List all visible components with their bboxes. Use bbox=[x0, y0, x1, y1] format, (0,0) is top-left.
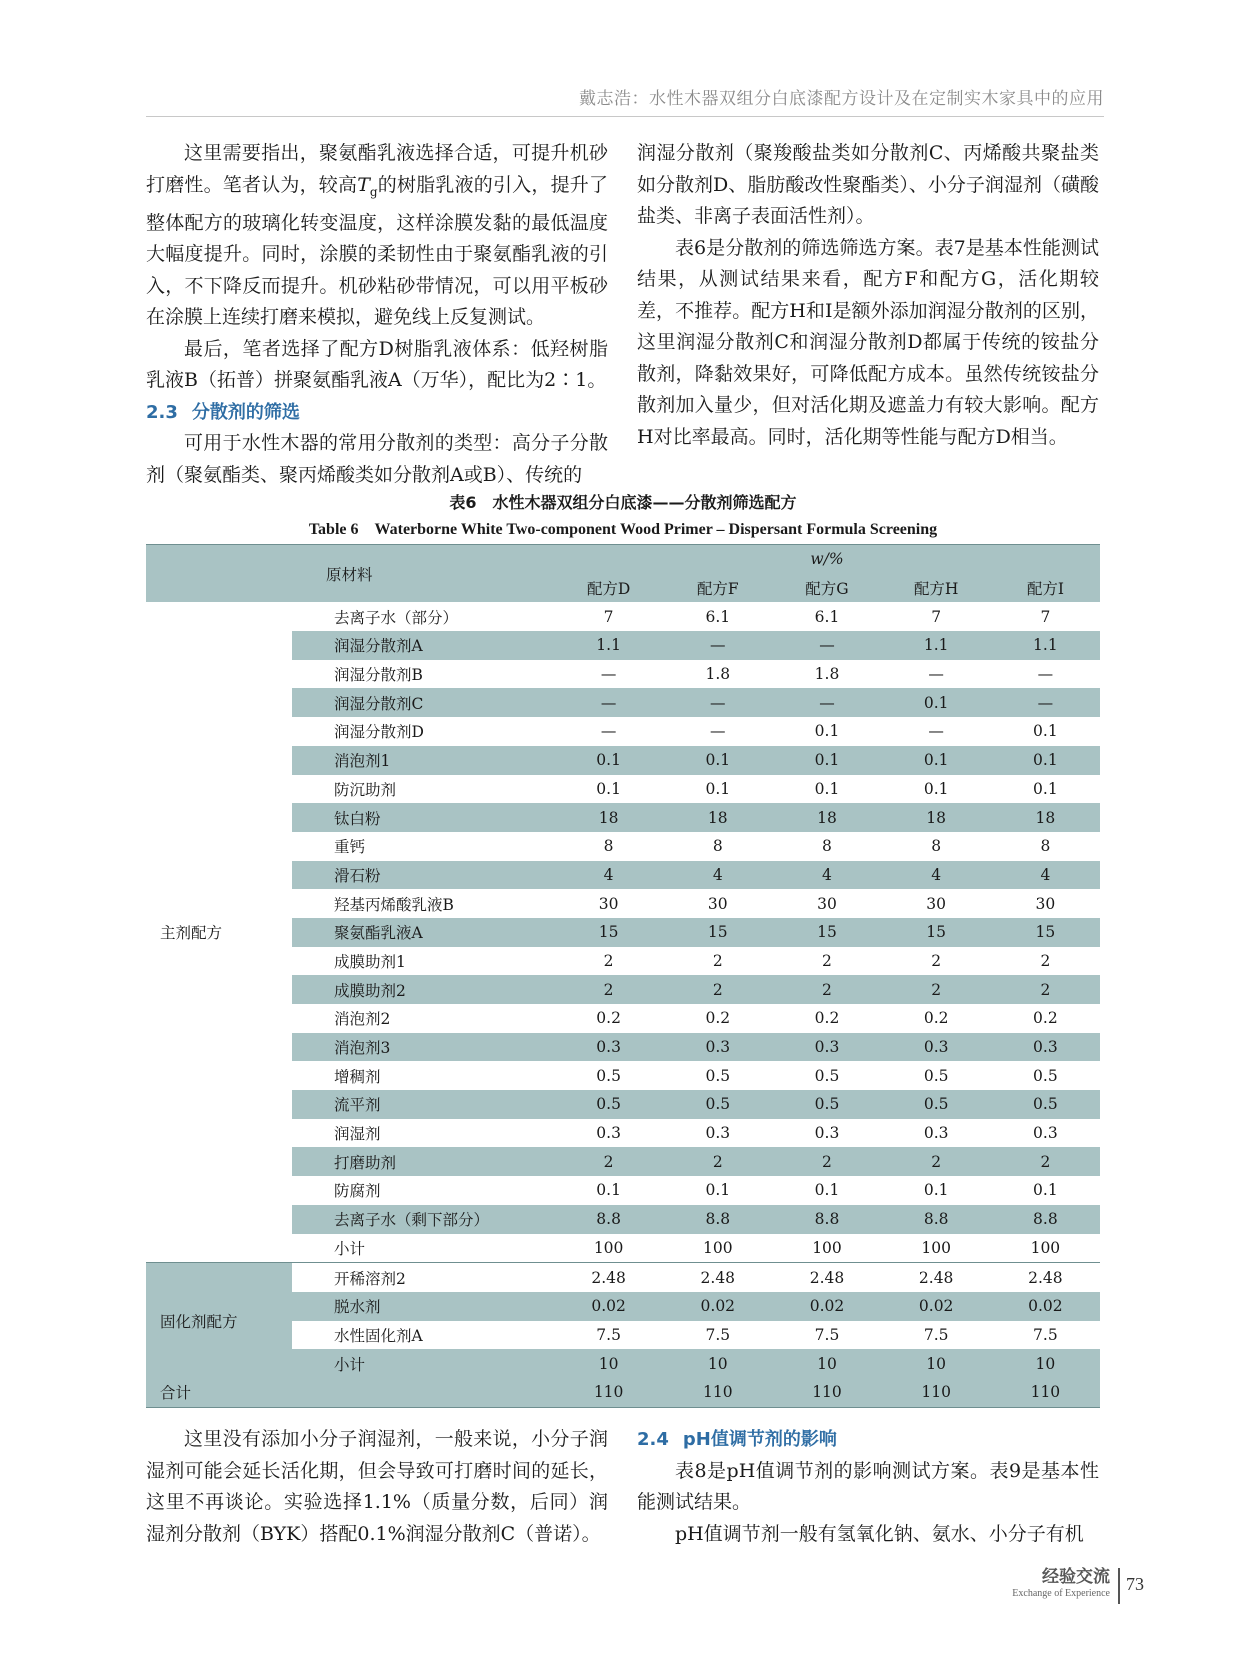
section-number: 2.3 bbox=[146, 401, 178, 423]
material-name: 成膜助剂1 bbox=[334, 952, 406, 971]
value-cell: 18 bbox=[772, 803, 881, 832]
paragraph-ph-table: 表8是pH值调节剂的影响测试方案。表9是基本性能测试结果。 bbox=[637, 1459, 1099, 1513]
table-row bbox=[146, 602, 1100, 631]
value-cell: 0.02 bbox=[772, 1292, 881, 1321]
value-cell: 0.02 bbox=[554, 1292, 663, 1321]
value-cell: 0.02 bbox=[882, 1292, 991, 1321]
value-cell: 0.1 bbox=[1033, 1181, 1058, 1200]
tg-symbol: T bbox=[357, 173, 370, 196]
value-cell: 7 bbox=[603, 607, 614, 626]
paragraph-dispersant-types: 可用于水性木器的常用分散剂的类型：高分子分散剂（聚氨酯类、聚丙烯酸类如分散剂A或B）、传统的 bbox=[146, 432, 608, 486]
value-cell: 8.8 bbox=[554, 1205, 663, 1234]
value-cell: 2.48 bbox=[882, 1263, 991, 1292]
material-name: 小计 bbox=[334, 1239, 366, 1258]
left-column-bottom bbox=[146, 1424, 608, 1550]
paragraph-dispersant-types-cont: 润湿分散剂（聚羧酸盐类如分散剂C、丙烯酸共聚盐类如分散剂D、脂肪酸改性聚酯类）、小分子润湿剂（磺酸盐类、非离子表面活性剂）。 bbox=[637, 142, 1099, 227]
value-cell: 0.1 bbox=[772, 746, 881, 775]
total-value-cell: 110 bbox=[554, 1378, 663, 1407]
value-cell: — bbox=[663, 688, 772, 717]
value-cell: 0.1 bbox=[814, 779, 840, 798]
value-cell: 6.1 bbox=[814, 607, 840, 626]
row-group-label: 主剂配方 bbox=[160, 924, 223, 943]
value-cell: — bbox=[772, 688, 881, 717]
page-number: 73 bbox=[1126, 1574, 1144, 1594]
table-caption-en: Table 6 Waterborne White Two-component Wood Primer – Dispersant Formula Screening bbox=[308, 521, 938, 538]
value-cell: 0.1 bbox=[663, 746, 772, 775]
value-cell: 8 bbox=[822, 837, 832, 856]
value-cell: 18 bbox=[991, 803, 1100, 832]
total-value-cell: 110 bbox=[772, 1378, 881, 1407]
value-cell: 1.8 bbox=[705, 665, 731, 684]
value-cell: 6.1 bbox=[705, 607, 731, 626]
value-cell: 18 bbox=[882, 803, 991, 832]
material-name: 润湿分散剂D bbox=[334, 723, 424, 742]
value-cell: 2 bbox=[772, 1147, 881, 1176]
value-cell: 0.5 bbox=[554, 1090, 663, 1119]
value-cell: 2 bbox=[822, 951, 832, 970]
value-cell: 18 bbox=[554, 803, 663, 832]
value-cell: 10 bbox=[991, 1349, 1100, 1378]
material-name: 润湿分散剂B bbox=[334, 666, 423, 685]
value-cell: 0.1 bbox=[554, 746, 663, 775]
paragraph-resin-choice: 最后，笔者选择了配方D树脂乳液体系：低羟树脂乳液B（拓普）拼聚氨酯乳液A（万华），配比为2∶1。 bbox=[146, 337, 608, 392]
value-cell: — bbox=[991, 688, 1100, 717]
footer-subtitle: Exchange of Experience bbox=[1012, 1588, 1110, 1599]
value-cell: — bbox=[928, 665, 944, 684]
value-cell: 2 bbox=[554, 1147, 663, 1176]
value-cell: 0.5 bbox=[882, 1090, 991, 1119]
value-cell: 4 bbox=[663, 861, 772, 890]
value-cell: 8.8 bbox=[882, 1205, 991, 1234]
value-cell: 2.48 bbox=[772, 1263, 881, 1292]
paragraph-text: 这里需要指出，聚氨酯乳液选择合适，可提升机砂打磨性。笔者认为，较高 bbox=[146, 142, 608, 196]
paragraph-text: 的树脂乳液的引入，提升了整体配方的玻璃化转变温度，这样涂膜发黏的最低温度大幅度提升。同时，涂膜的柔韧性由于聚氨酯乳液的引入，不下降反而提升。机砂粘砂带情况，可以用平板砂在涂膜上连续打磨来模拟，避免线上反复测试。 bbox=[146, 173, 608, 329]
value-cell: — bbox=[928, 722, 944, 741]
value-cell: 15 bbox=[991, 918, 1100, 947]
table-row bbox=[146, 1263, 1100, 1292]
value-cell: 100 bbox=[812, 1238, 842, 1257]
value-cell: 0.1 bbox=[1033, 779, 1058, 798]
value-cell: 0.1 bbox=[923, 1181, 949, 1200]
value-cell: 0.5 bbox=[923, 1066, 949, 1085]
value-cell: 2 bbox=[663, 975, 772, 1004]
value-cell: 15 bbox=[554, 918, 663, 947]
material-name: 聚氨酯乳液A bbox=[292, 918, 554, 947]
value-cell: 10 bbox=[554, 1349, 663, 1378]
value-cell: 2 bbox=[603, 951, 614, 970]
value-cell: 1.1 bbox=[554, 631, 663, 660]
column-header-5: 配方I bbox=[991, 574, 1100, 603]
value-cell: 0.5 bbox=[705, 1066, 731, 1085]
tg-subscript: g bbox=[369, 184, 378, 199]
material-name: 润湿分散剂A bbox=[292, 631, 554, 660]
header-material: 原材料 bbox=[146, 545, 554, 603]
material-name: 消泡剂2 bbox=[334, 1010, 391, 1029]
value-cell: 7.5 bbox=[596, 1325, 621, 1344]
value-cell: 0.2 bbox=[814, 1009, 840, 1028]
value-cell: 10 bbox=[772, 1349, 881, 1378]
value-cell: 2 bbox=[712, 951, 723, 970]
material-name: 滑石粉 bbox=[292, 861, 554, 890]
value-cell: 7 bbox=[1040, 607, 1051, 626]
footer-column-label bbox=[1012, 1566, 1110, 1599]
value-cell: 0.5 bbox=[663, 1090, 772, 1119]
value-cell: 2 bbox=[991, 1147, 1100, 1176]
value-cell: 30 bbox=[598, 894, 619, 913]
material-name: 钛白粉 bbox=[292, 803, 554, 832]
value-cell: 1.8 bbox=[814, 665, 840, 684]
section-heading-2-3 bbox=[146, 397, 608, 429]
value-cell: 0.3 bbox=[882, 1033, 991, 1062]
column-header-4: 配方H bbox=[882, 574, 991, 603]
material-name: 水性固化剂A bbox=[334, 1326, 423, 1345]
value-cell: 30 bbox=[1035, 894, 1056, 913]
value-cell: 30 bbox=[817, 894, 837, 913]
value-cell: — bbox=[554, 688, 663, 717]
value-cell: 2 bbox=[991, 975, 1100, 1004]
value-cell: 100 bbox=[703, 1238, 733, 1257]
value-cell: 0.3 bbox=[596, 1124, 621, 1143]
value-cell: 1.1 bbox=[882, 631, 991, 660]
material-name: 成膜助剂2 bbox=[292, 975, 554, 1004]
value-cell: 30 bbox=[926, 894, 947, 913]
material-name: 打磨助剂 bbox=[292, 1147, 554, 1176]
value-cell: 0.02 bbox=[663, 1292, 772, 1321]
material-name: 润湿分散剂C bbox=[292, 688, 554, 717]
value-cell: 7.5 bbox=[1033, 1325, 1058, 1344]
value-cell: 0.2 bbox=[596, 1009, 621, 1028]
value-cell: 100 bbox=[1030, 1238, 1061, 1257]
value-cell: 0.1 bbox=[596, 779, 621, 798]
value-cell: 0.5 bbox=[991, 1090, 1100, 1119]
value-cell: 0.3 bbox=[814, 1124, 840, 1143]
value-cell: 0.1 bbox=[705, 779, 731, 798]
value-cell: 0.3 bbox=[554, 1033, 663, 1062]
value-cell: 8 bbox=[603, 837, 614, 856]
material-name: 去离子水（剩下部分） bbox=[292, 1205, 554, 1234]
value-cell: 0.2 bbox=[1033, 1009, 1058, 1028]
value-cell: 0.1 bbox=[705, 1181, 731, 1200]
total-label: 合计 bbox=[146, 1378, 554, 1407]
column-header-2: 配方F bbox=[663, 574, 772, 603]
section-number: 2.4 bbox=[637, 1429, 669, 1450]
total-value-cell: 110 bbox=[991, 1378, 1100, 1407]
material-name: 流平剂 bbox=[292, 1090, 554, 1119]
value-cell: — bbox=[600, 665, 617, 684]
section-title: pH值调节剂的影响 bbox=[682, 1429, 837, 1450]
right-column-top bbox=[637, 138, 1099, 453]
value-cell: 7 bbox=[931, 607, 942, 626]
value-cell: 10 bbox=[882, 1349, 991, 1378]
material-name: 消泡剂3 bbox=[292, 1033, 554, 1062]
total-value-cell: 110 bbox=[882, 1378, 991, 1407]
footer-title: 经验交流 bbox=[1042, 1567, 1110, 1587]
value-cell: 8 bbox=[712, 837, 723, 856]
paragraph-polyurethane bbox=[146, 138, 608, 334]
material-name: 重钙 bbox=[334, 838, 366, 857]
value-cell: 0.3 bbox=[991, 1033, 1100, 1062]
section-title: 分散剂的筛选 bbox=[191, 401, 300, 423]
value-cell: 0.3 bbox=[705, 1124, 731, 1143]
value-cell: 2 bbox=[772, 975, 881, 1004]
value-cell: 8 bbox=[1040, 837, 1051, 856]
value-cell: 0.5 bbox=[814, 1066, 840, 1085]
material-name: 防腐剂 bbox=[334, 1182, 381, 1201]
value-cell: 4 bbox=[554, 861, 663, 890]
material-name: 防沉助剂 bbox=[334, 780, 397, 799]
value-cell: — bbox=[1037, 665, 1054, 684]
value-cell: — bbox=[600, 722, 617, 741]
value-cell: 0.2 bbox=[923, 1009, 949, 1028]
value-cell: 8.8 bbox=[663, 1205, 772, 1234]
value-cell: 0.5 bbox=[596, 1066, 621, 1085]
value-cell: 0.1 bbox=[596, 1181, 621, 1200]
value-cell: 8.8 bbox=[772, 1205, 881, 1234]
value-cell: 2 bbox=[882, 1147, 991, 1176]
value-cell: 18 bbox=[663, 803, 772, 832]
value-cell: 4 bbox=[772, 861, 881, 890]
total-value-cell: 110 bbox=[663, 1378, 772, 1407]
value-cell: 0.3 bbox=[923, 1124, 949, 1143]
left-column-top bbox=[146, 138, 608, 491]
value-cell: 15 bbox=[882, 918, 991, 947]
value-cell: 0.1 bbox=[923, 779, 949, 798]
column-header-1: 配方D bbox=[554, 574, 663, 603]
value-cell: 0.5 bbox=[1033, 1066, 1058, 1085]
value-cell: 0.1 bbox=[1033, 722, 1058, 741]
value-cell: 2.48 bbox=[554, 1263, 663, 1292]
material-name: 开稀溶剂2 bbox=[292, 1263, 554, 1292]
material-name: 润湿剂 bbox=[334, 1125, 381, 1144]
paragraph-wetting-agent: 这里没有添加小分子润湿剂，一般来说，小分子润湿剂可能会延长活化期，但会导致可打磨时间的延长，这里不再谈论。实验选择1.1%（质量分数，后同）润湿剂分散剂（BYK）搭配0.1%润湿分散剂C（普诺）。 bbox=[146, 1428, 608, 1545]
material-name: 羟基丙烯酸乳液B bbox=[334, 895, 454, 914]
value-cell: 2.48 bbox=[991, 1263, 1100, 1292]
material-name: 去离子水（部分） bbox=[334, 608, 459, 627]
value-cell: 0.1 bbox=[814, 1181, 840, 1200]
value-cell: 100 bbox=[921, 1238, 951, 1257]
value-cell: — bbox=[710, 722, 726, 741]
value-cell: — bbox=[772, 631, 881, 660]
footer-divider bbox=[1118, 1568, 1120, 1604]
formula-table bbox=[146, 544, 1100, 1408]
column-header-3: 配方G bbox=[772, 574, 881, 603]
value-cell: 2 bbox=[554, 975, 663, 1004]
value-cell: 0.3 bbox=[772, 1033, 881, 1062]
value-cell: — bbox=[663, 631, 772, 660]
value-cell: 10 bbox=[663, 1349, 772, 1378]
value-cell: 0.1 bbox=[882, 746, 991, 775]
value-cell: 100 bbox=[593, 1238, 624, 1257]
value-cell: 2 bbox=[663, 1147, 772, 1176]
right-column-bottom bbox=[637, 1424, 1099, 1550]
value-cell: 0.02 bbox=[991, 1292, 1100, 1321]
paragraph-table6-discussion: 表6是分散剂的筛选筛选方案。表7是基本性能测试结果，从测试结果来看，配方F和配方G，活化期较差，不推荐。配方H和I是额外添加润湿分散剂的区别，这里润湿分散剂C和润湿分散剂D都属于传统的铵盐分散剂，降黏效果好，可降低配方成本。虽然传统铵盐分散剂加入量少，但对活化期及遮盖力有较大影响。配方H对比率最高。同时，活化期等性能与配方D相当。 bbox=[637, 236, 1099, 448]
paragraph-ph-adjusters: pH值调节剂一般有氢氧化钠、氨水、小分子有机 bbox=[675, 1522, 1084, 1545]
value-cell: 15 bbox=[772, 918, 881, 947]
table-total-row bbox=[146, 1378, 1100, 1407]
value-cell: 1.1 bbox=[991, 631, 1100, 660]
value-cell: 2.48 bbox=[663, 1263, 772, 1292]
value-cell: 7.5 bbox=[923, 1325, 949, 1344]
value-cell: 8 bbox=[931, 837, 942, 856]
material-name: 增稠剂 bbox=[334, 1067, 381, 1086]
value-cell: 2 bbox=[931, 951, 942, 970]
value-cell: 0.5 bbox=[772, 1090, 881, 1119]
running-head: 戴志浩：水性木器双组分白底漆配方设计及在定制实木家具中的应用 bbox=[579, 89, 1104, 109]
section-heading-2-4 bbox=[637, 1424, 1099, 1456]
row-group-label: 固化剂配方 bbox=[146, 1263, 292, 1378]
material-name: 脱水剂 bbox=[292, 1292, 554, 1321]
value-cell: 0.3 bbox=[1033, 1124, 1058, 1143]
value-cell: 7.5 bbox=[814, 1325, 840, 1344]
value-cell: 8.8 bbox=[991, 1205, 1100, 1234]
value-cell: 0.1 bbox=[991, 746, 1100, 775]
value-cell: 4 bbox=[882, 861, 991, 890]
value-cell: 2 bbox=[882, 975, 991, 1004]
value-cell: 15 bbox=[663, 918, 772, 947]
value-cell: 30 bbox=[707, 894, 728, 913]
value-cell: 0.1 bbox=[814, 722, 840, 741]
material-name: 消泡剂1 bbox=[292, 746, 554, 775]
table-caption-zh: 表6 水性木器双组分白底漆——分散剂筛选配方 bbox=[449, 493, 797, 512]
material-name: 小计 bbox=[292, 1349, 554, 1378]
value-cell: 0.2 bbox=[705, 1009, 731, 1028]
value-cell: 7.5 bbox=[705, 1325, 731, 1344]
header-unit: w/% bbox=[554, 545, 1100, 574]
value-cell: 0.3 bbox=[663, 1033, 772, 1062]
value-cell: 4 bbox=[991, 861, 1100, 890]
value-cell: 0.1 bbox=[882, 688, 991, 717]
value-cell: 2 bbox=[1040, 951, 1051, 970]
header-rule bbox=[146, 116, 1104, 117]
